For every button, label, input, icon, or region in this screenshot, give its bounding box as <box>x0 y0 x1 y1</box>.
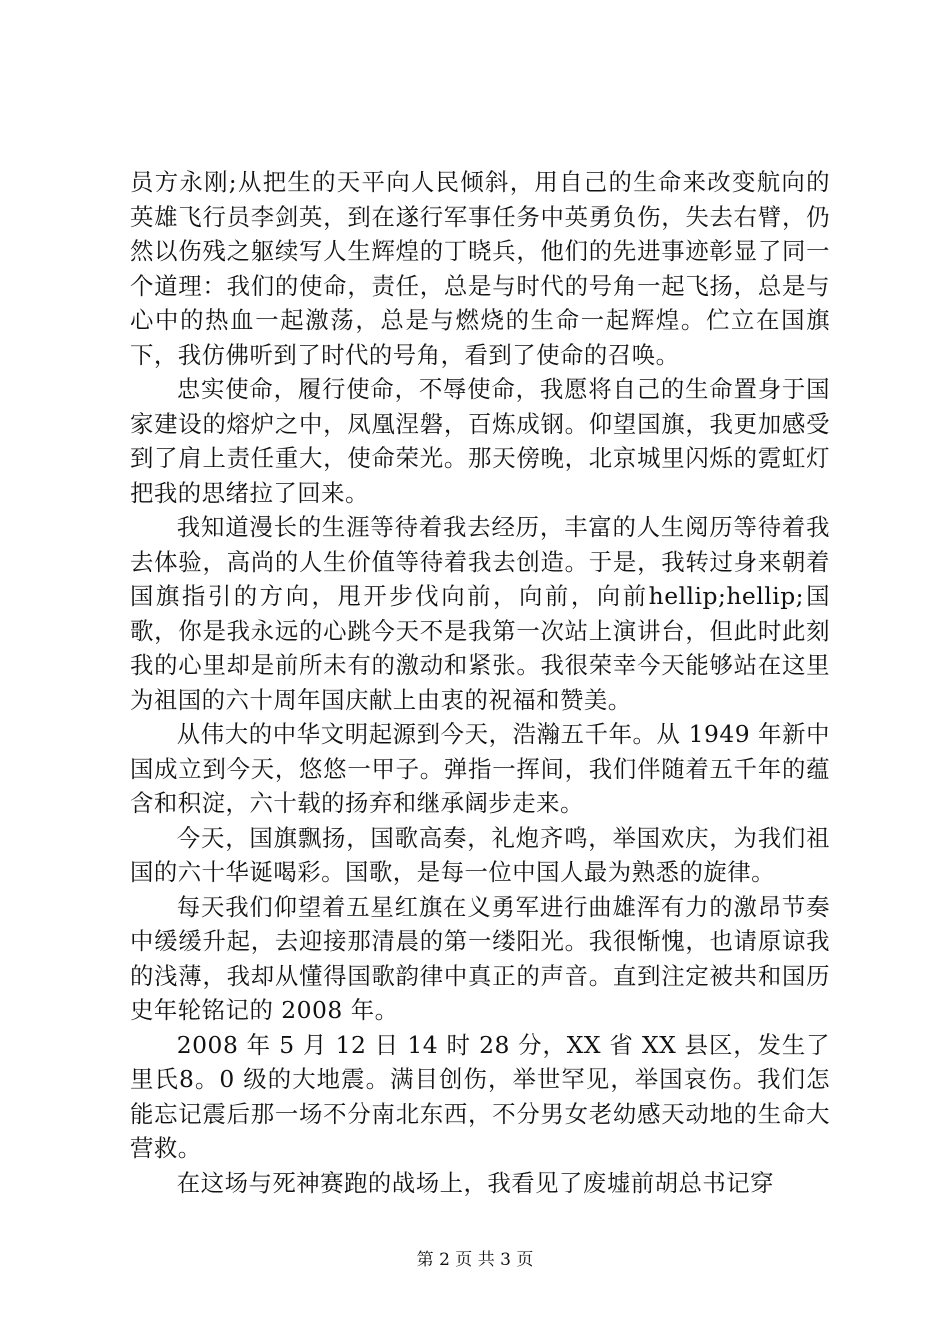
body-text <box>130 165 830 1200</box>
paragraph-6: 每天我们仰望着五星红旗在义勇军进行曲雄浑有力的激昂节奏中缓缓升起，去迎接那清晨的第一缕阳光。我很惭愧，也请原谅我的浅薄，我却从懂得国歌韵律中真正的声音。直到注定被共和国历史年轮铭记的 2008 年。 <box>130 892 830 1024</box>
paragraph-4: 从伟大的中华文明起源到今天，浩瀚五千年。从 1949 年新中国成立到今天，悠悠一甲子。弹指一挥间，我们伴随着五千年的蕴含和积淀，六十载的扬弃和继承阔步走来。 <box>130 720 830 817</box>
paragraph-1: 员方永刚;从把生的天平向人民倾斜，用自己的生命来改变航向的英雄飞行员李剑英，到在遂行军事任务中英勇负伤，失去右臂，仍然以伤残之躯续写人生辉煌的丁晓兵，他们的先进事迹彰显了同一个道理：我们的使命，责任，总是与时代的号角一起飞扬，总是与心中的热血一起激荡，总是与燃烧的生命一起辉煌。伫立在国旗下，我仿佛听到了时代的号角，看到了使命的召唤。 <box>130 168 830 369</box>
paragraph-5: 今天，国旗飘扬，国歌高奏，礼炮齐鸣，举国欢庆，为我们祖国的六十华诞喝彩。国歌，是每一位中国人最为熟悉的旋律。 <box>130 823 830 886</box>
paragraph-2: 忠实使命，履行使命，不辱使命，我愿将自己的生命置身于国家建设的熔炉之中，凤凰涅磐，百炼成钢。仰望国旗，我更加感受到了肩上责任重大，使命荣光。那天傍晚，北京城里闪烁的霓虹灯把我的思绪拉了回来。 <box>130 375 830 507</box>
paragraph-8: 在这场与死神赛跑的战场上，我看见了废墟前胡总书记穿 <box>176 1168 775 1197</box>
page-footer: 第 2 页 共 3 页 <box>416 1250 534 1270</box>
paragraph-3: 我知道漫长的生涯等待着我去经历，丰富的人生阅历等待着我去体验，高尚的人生价值等待着我去创造。于是，我转过身来朝着国旗指引的方向，甩开步伐向前，向前，向前hellip;hellip;国歌，你是我永远的心跳今天不是我第一次站上演讲台，但此时此刻我的心里却是前所未有的激动和紧张。我很荣幸今天能够站在这里为祖国的六十周年国庆献上由衷的祝福和赞美。 <box>130 513 830 714</box>
paragraph-7: 2008 年 5 月 12 日 14 时 28 分，XX 省 XX 县区，发生了里氏8。0 级的大地震。满目创伤，举世罕见，举国哀伤。我们怎能忘记震后那一场不分南北东西，不分男女老幼感天动地的生命大营救。 <box>130 1030 830 1162</box>
